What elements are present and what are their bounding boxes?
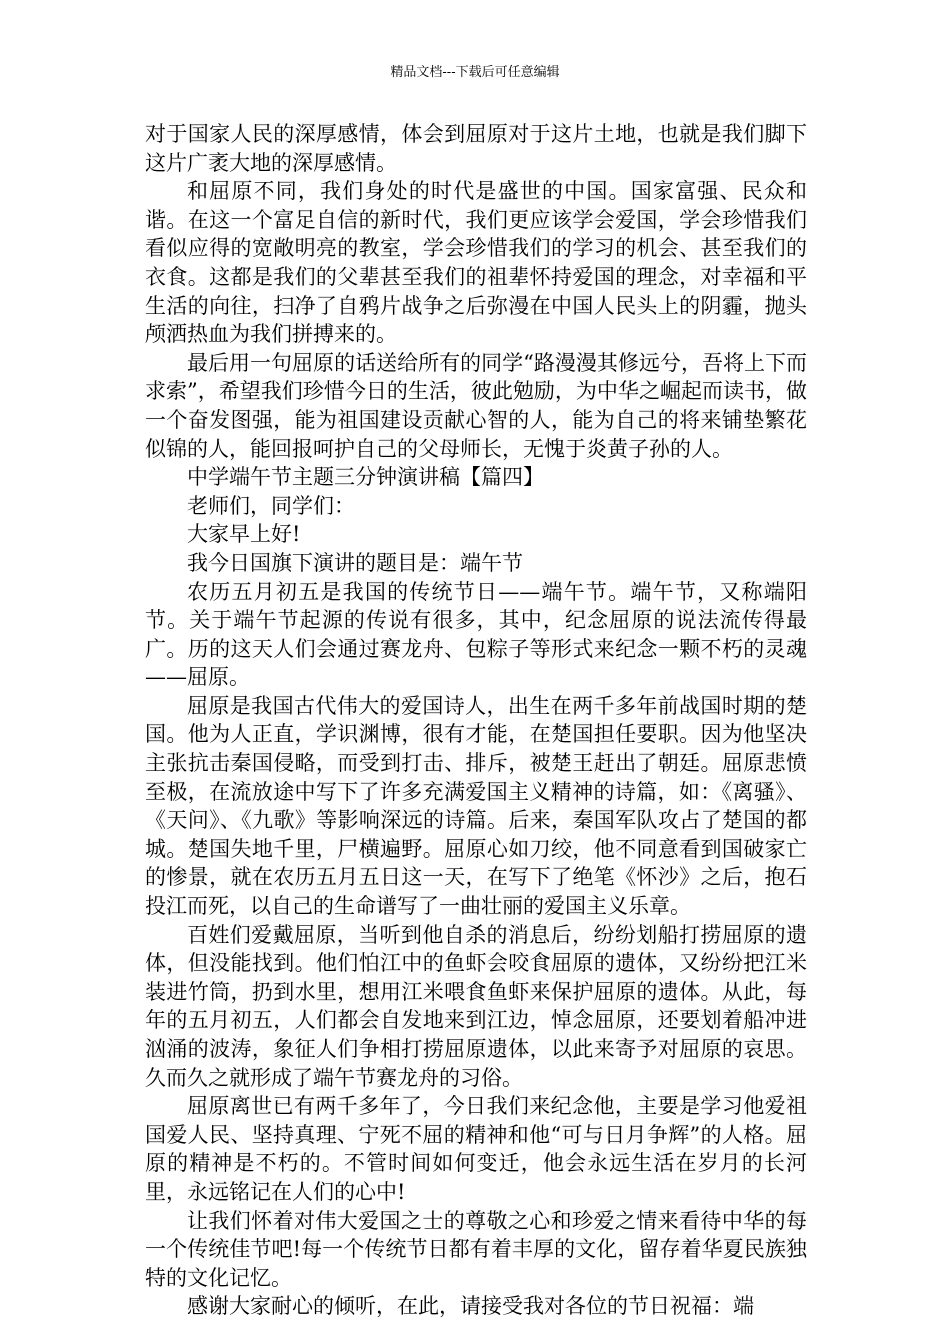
paragraph-spirit: 屈原离世已有两千多年了，今日我们来纪念他，主要是学习他爱祖国爱人民、坚持真理、宁死不屈的精神和他“可与日月争辉”的人格。屈原的精神是不朽的。不管时间如何变迁，他会永远生活在岁月的长河里，永远铭记在人们的心中! (145, 1094, 807, 1204)
page-header: 精品文档---下载后可任意编辑 (390, 65, 560, 80)
salutation: 老师们，同学们： (187, 493, 355, 518)
section-heading: 中学端午节主题三分钟演讲稿【篇四】 (187, 465, 544, 490)
paragraph-closing: 感谢大家耐心的倾听，在此，请接受我对各位的节日祝福：端 (187, 1294, 754, 1319)
paragraph-quyuan-bio: 屈原是我国古代伟大的爱国诗人，出生在两千多年前战国时期的楚国。他为人正直，学识渊博，很有才能，在楚国担任要职。因为他坚决主张抗击秦国侵略，而受到打击、排斥，被楚王赶出了朝廷。屈原悲愤至极，在流放途中写下了许多充满爱国主义精神的诗篇，如：《离骚》、《天问》、《九歌》等影响深远的诗篇。后来，秦国军队攻占了楚国的都城。楚国失地千里，尸横遍野。屈原心如刀绞，他不同意看到国破家亡的惨景，就在农历五月五日这一天，在写下了绝笔《怀沙》之后，抱石投江而死，以自己的生命谱写了一曲壮丽的爱国主义乐章。 (145, 693, 807, 919)
document-body (145, 120, 807, 1321)
paragraph-1: 对于国家人民的深厚感情，体会到屈原对于这片土地，也就是我们脚下这片广袤大地的深厚感情。 (145, 122, 807, 175)
greeting: 大家早上好! (187, 522, 301, 547)
paragraph-intro: 农历五月初五是我国的传统节日——端午节。端午节，又称端阳节。关于端午节起源的传说有很多，其中，纪念屈原的说法流传得最广。历的这天人们会通过赛龙舟、包粽子等形式来纪念一颗不朽的灵魂——屈原。 (145, 579, 807, 690)
speech-topic: 我今日国旗下演讲的题目是：端午节 (187, 550, 523, 575)
paragraph-2: 和屈原不同，我们身处的时代是盛世的中国。国家富强、民众和谐。在这一个富足自信的新时代，我们更应该学会爱国，学会珍惜我们看似应得的宽敞明亮的教室，学会珍惜我们的学习的机会、甚至我们的衣食。这都是我们的父辈甚至我们的祖辈怀持爱国的理念，对幸福和平生活的向往，扫净了自鸦片战争之后弥漫在中国人民头上的阴霾，抛头颅洒热血为我们拼搏来的。 (145, 179, 807, 347)
paragraph-tradition: 让我们怀着对伟大爱国之士的尊敬之心和珍爱之情来看待中华的每一个传统佳节吧!每一个传统节日都有着丰厚的文化，留存着华夏民族独特的文化记忆。 (145, 1208, 807, 1290)
paragraph-3: 最后用一句屈原的话送给所有的同学“路漫漫其修远兮，吾将上下而求索”，希望我们珍惜今日的生活，彼此勉励，为中华之崛起而读书，做一个奋发图强，能为祖国建设贡献心智的人，能为自己的将来铺垫繁花似锦的人，能回报呵护自己的父母师长，无愧于炎黄子孙的人。 (145, 350, 807, 461)
paragraph-dragon-boat: 百姓们爱戴屈原，当听到他自杀的消息后，纷纷划船打捞屈原的遗体，但没能找到。他们怕江中的鱼虾会咬食屈原的遗体，又纷纷把江米装进竹筒，扔到水里，想用江米喂食鱼虾来保护屈原的遗体。从此，每年的五月初五，人们都会自发地来到江边，悼念屈原，还要划着船冲进汹涌的波涛，象征人们争相打捞屈原遗体，以此来寄予对屈原的哀思。久而久之就形成了端午节赛龙舟的习俗。 (145, 922, 807, 1090)
